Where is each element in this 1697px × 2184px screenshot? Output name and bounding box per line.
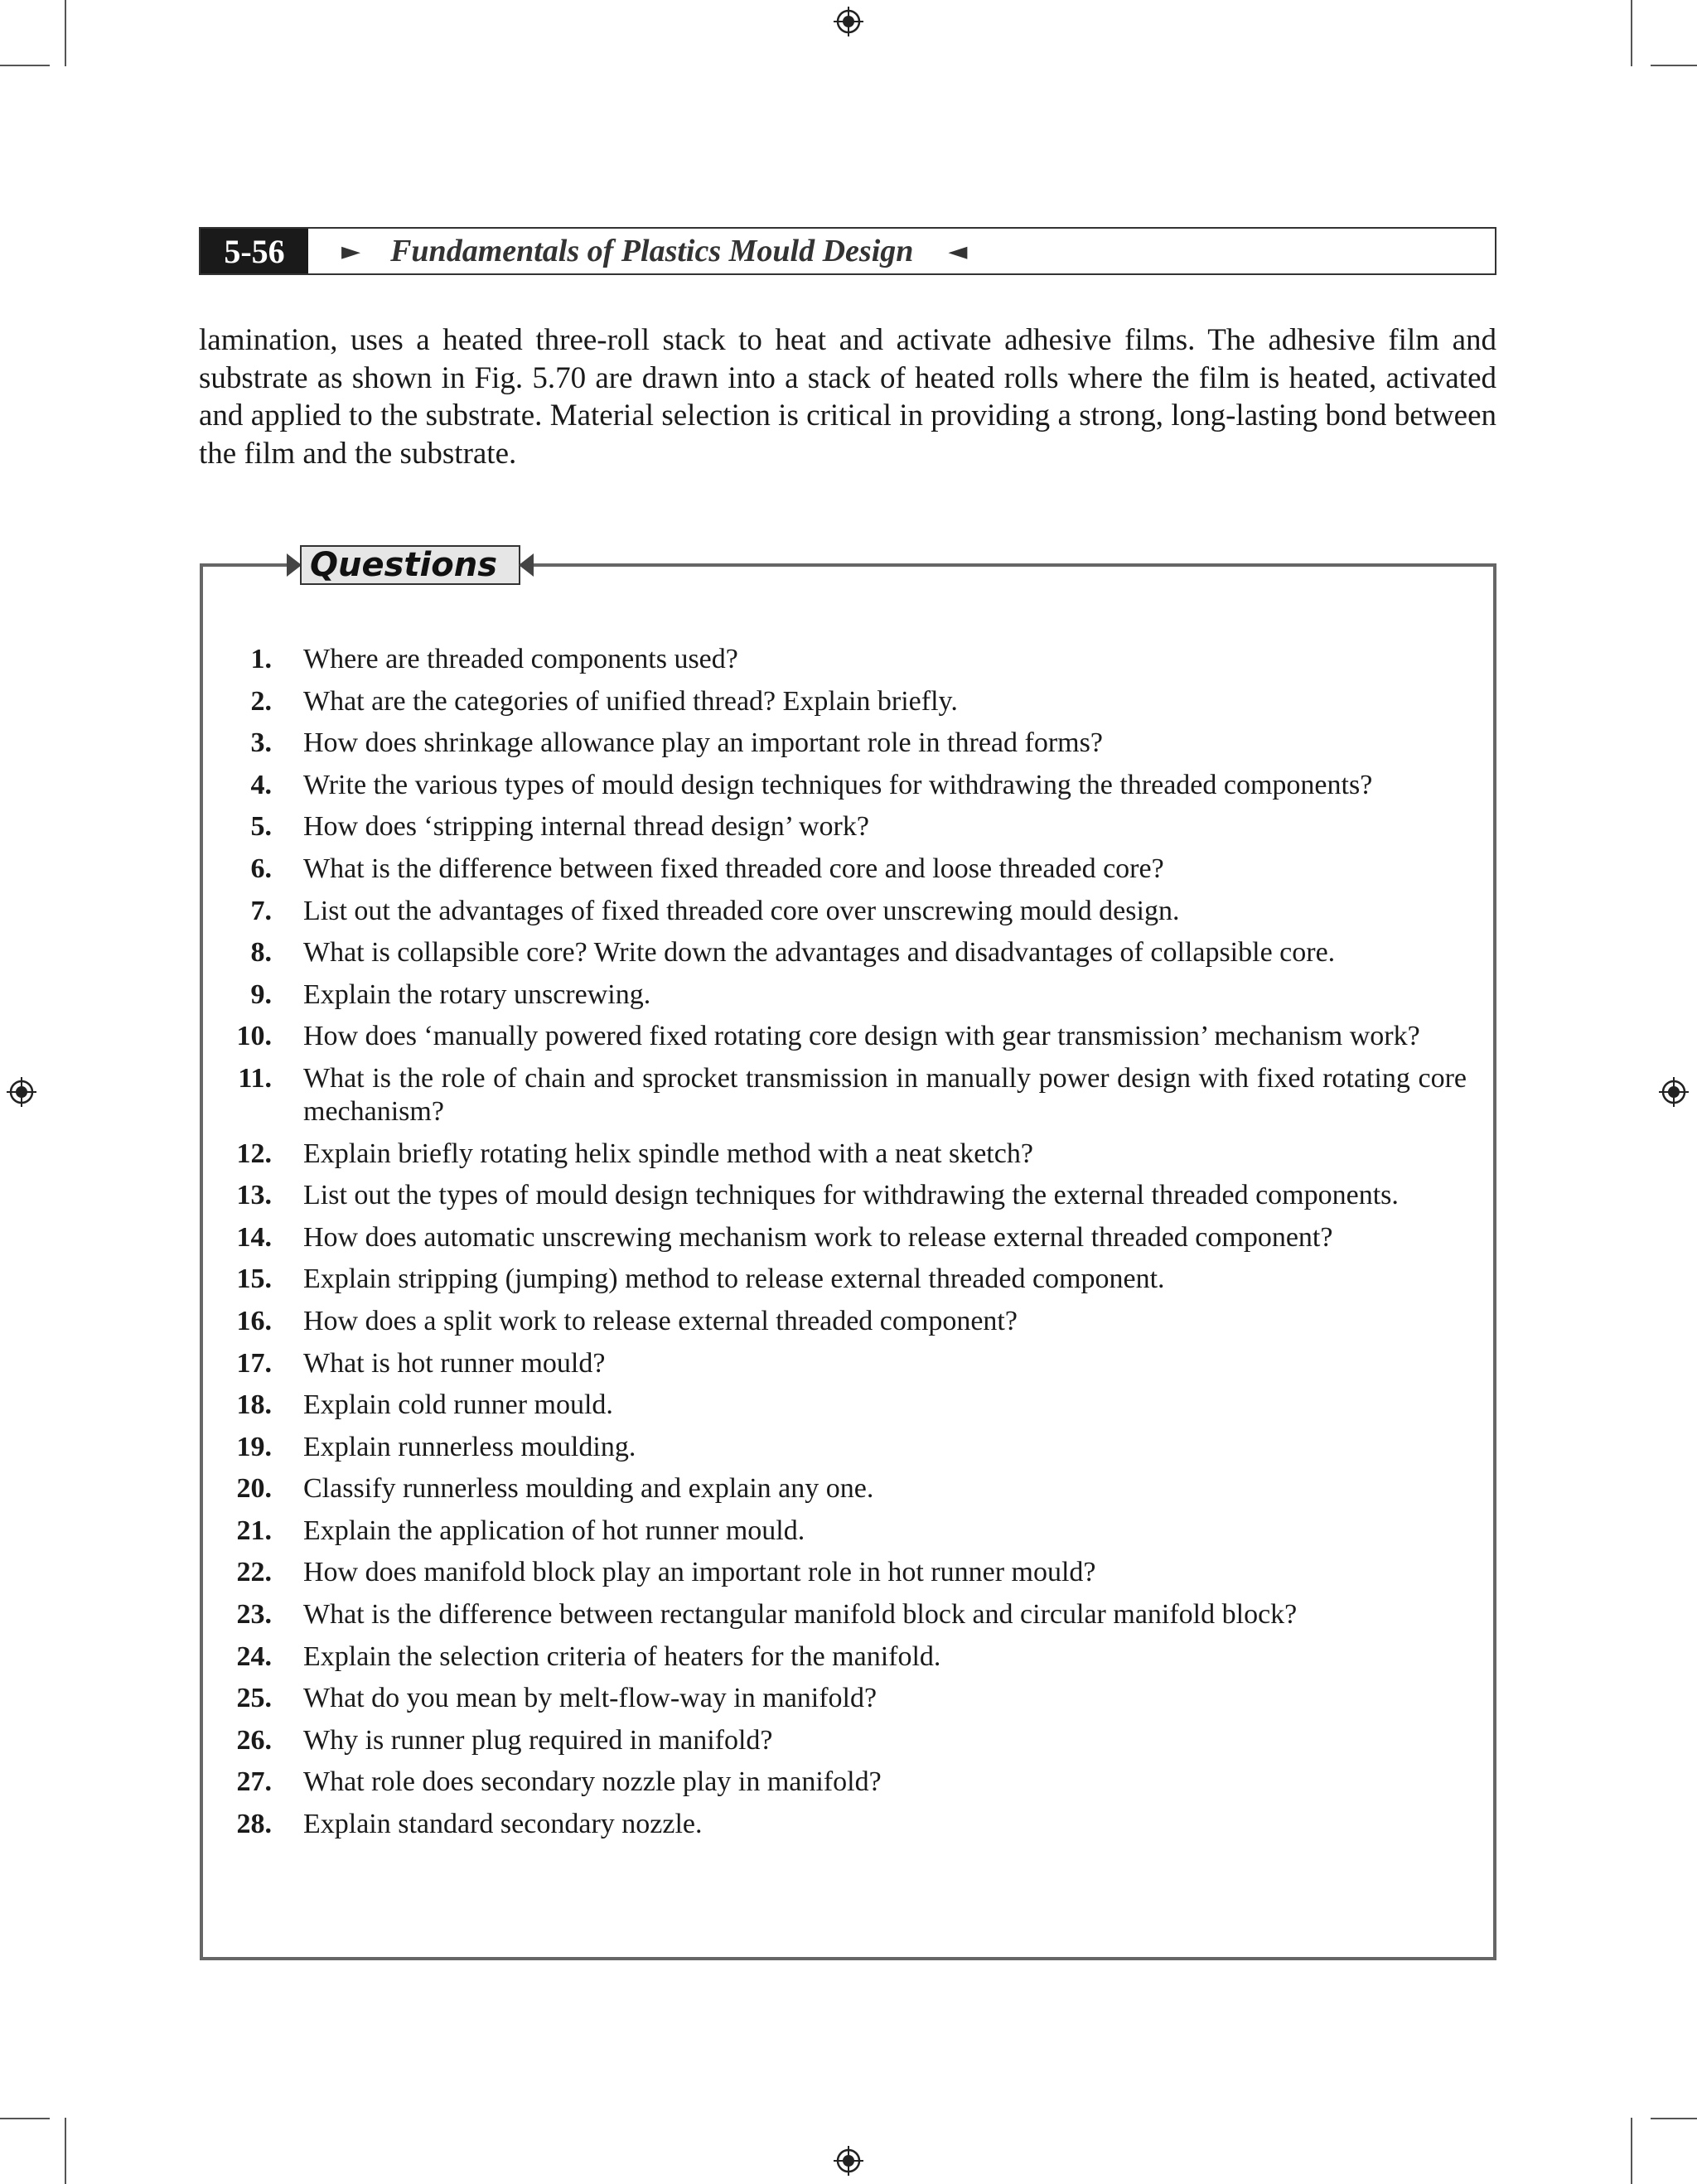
question-number: 3. (250, 727, 272, 759)
question-number: 8. (250, 937, 272, 969)
question-text: Explain briefly rotating helix spindle method with a neat sketch? (303, 1138, 1033, 1169)
question-text: Explain stripping (jumping) method to release external threaded component. (303, 1264, 1165, 1295)
question-item (229, 1179, 1467, 1212)
tag-arrow-right-icon (519, 553, 534, 577)
question-text: What role does secondary nozzle play in manifold? (303, 1766, 882, 1798)
question-text: What is hot runner mould? (303, 1347, 606, 1379)
question-number: 21. (236, 1515, 272, 1546)
question-text: How does a split work to release external threaded component? (303, 1305, 1018, 1336)
question-item (229, 1389, 1467, 1422)
question-item (229, 895, 1467, 928)
question-item (229, 769, 1467, 802)
question-item (229, 1305, 1467, 1338)
question-text: Explain standard secondary nozzle. (303, 1809, 703, 1840)
questions-heading-tag (287, 544, 534, 587)
question-number: 6. (250, 853, 272, 884)
question-text: Write the various types of mould design techniques for withdrawing the threaded components? (303, 769, 1373, 800)
registration-mark-bottom-icon (832, 2144, 865, 2177)
question-text: How does shrinkage allowance play an important role in thread forms? (303, 727, 1103, 759)
question-item (229, 1020, 1467, 1053)
crop-mark-bottom-right-h (1651, 2118, 1697, 2119)
question-number: 20. (236, 1473, 272, 1505)
question-item (229, 1221, 1467, 1254)
question-text: Explain runnerless moulding. (303, 1431, 636, 1462)
question-item (229, 1598, 1467, 1631)
question-number: 7. (250, 895, 272, 926)
question-number: 23. (236, 1599, 272, 1631)
crop-mark-top-left-h (0, 65, 50, 66)
question-number: 12. (236, 1138, 272, 1169)
page-number: 5-56 (201, 229, 308, 273)
question-text: What is collapsible core? Write down the advantages and disadvantages of collapsible core. (303, 937, 1336, 969)
question-number: 10. (236, 1021, 272, 1052)
crop-mark-bottom-right-v (1631, 2118, 1632, 2184)
crop-mark-bottom-left-v (65, 2118, 66, 2184)
question-number: 9. (250, 978, 272, 1010)
question-text: How does ‘manually powered fixed rotating core design with gear transmission’ mechanism work? (303, 1021, 1420, 1052)
question-item (229, 1515, 1467, 1548)
registration-mark-top-icon (832, 5, 865, 38)
question-number: 25. (236, 1683, 272, 1714)
question-text: Explain the application of hot runner mould. (303, 1515, 805, 1546)
question-text: List out the types of mould design techniques for withdrawing the external threaded components. (303, 1180, 1399, 1211)
question-text: Where are threaded components used? (303, 644, 738, 674)
question-number: 18. (236, 1389, 272, 1421)
question-number: 11. (238, 1062, 272, 1094)
crop-mark-top-right-h (1651, 65, 1697, 66)
question-number: 14. (236, 1221, 272, 1253)
question-number: 26. (236, 1724, 272, 1756)
arrow-left-icon: ◄ (948, 236, 968, 266)
question-text: How does manifold block play an important role in hot runner mould? (303, 1557, 1096, 1588)
question-item (229, 1347, 1467, 1380)
question-item (229, 936, 1467, 969)
question-text: What is the difference between rectangular manifold block and circular manifold block? (303, 1599, 1298, 1631)
question-text: Classify runnerless moulding and explain any one. (303, 1473, 874, 1505)
question-item (229, 810, 1467, 843)
question-item (229, 1263, 1467, 1296)
question-item (229, 643, 1467, 676)
crop-mark-top-right-v (1631, 0, 1632, 66)
intro-paragraph: lamination, uses a heated three-roll stack to heat and activate adhesive films. The adhesive film and substrate as shown in Fig. 5.70 are drawn into a stack of heated rolls where the film is heated, activated and applied to the substrate. Material selection is critical in providing a strong, long-lasting bond between the film and the substrate. (199, 323, 1496, 471)
arrow-right-icon: ► (341, 236, 361, 266)
question-number: 2. (250, 685, 272, 717)
question-text: List out the advantages of fixed threaded core over unscrewing mould design. (303, 895, 1180, 926)
question-number: 17. (236, 1347, 272, 1379)
question-number: 24. (236, 1640, 272, 1672)
question-text: How does automatic unscrewing mechanism work to release external threaded component? (303, 1221, 1333, 1253)
question-number: 13. (236, 1180, 272, 1211)
question-item (229, 1472, 1467, 1505)
question-item (229, 1724, 1467, 1757)
question-item (229, 1138, 1467, 1171)
registration-mark-left-icon (5, 1075, 38, 1109)
question-number: 27. (236, 1766, 272, 1798)
question-number: 22. (236, 1557, 272, 1588)
question-item (229, 685, 1467, 718)
question-number: 15. (236, 1264, 272, 1295)
question-text: Explain cold runner mould. (303, 1389, 613, 1421)
question-item (229, 978, 1467, 1012)
question-text: Explain the rotary unscrewing. (303, 978, 651, 1010)
question-text: Explain the selection criteria of heaters for the manifold. (303, 1640, 941, 1672)
questions-heading: Questions (300, 545, 520, 585)
question-item (229, 853, 1467, 886)
question-item (229, 1766, 1467, 1799)
running-header (199, 227, 1496, 275)
question-item (229, 1808, 1467, 1841)
question-item (229, 1062, 1467, 1128)
crop-mark-bottom-left-h (0, 2118, 50, 2119)
question-number: 1. (250, 644, 272, 674)
question-text: What is the role of chain and sprocket transmission in manually power design with fixed rotating core mechanism? (303, 1062, 1467, 1127)
question-item (229, 1640, 1467, 1674)
question-number: 4. (250, 769, 272, 800)
registration-mark-right-icon (1657, 1075, 1690, 1109)
question-item (229, 1556, 1467, 1589)
question-number: 19. (236, 1431, 272, 1462)
crop-mark-top-left-v (65, 0, 66, 66)
question-item (229, 1682, 1467, 1715)
question-text: What are the categories of unified thread? Explain briefly. (303, 685, 958, 717)
book-title: Fundamentals of Plastics Mould Design (390, 234, 914, 268)
question-text: What do you mean by melt-flow-way in manifold? (303, 1683, 878, 1714)
question-number: 5. (250, 811, 272, 843)
question-number: 28. (236, 1809, 272, 1840)
question-number: 16. (236, 1305, 272, 1336)
question-item (229, 1431, 1467, 1464)
question-text: How does ‘stripping internal thread design’ work? (303, 811, 869, 843)
question-text: Why is runner plug required in manifold? (303, 1724, 773, 1756)
question-item (229, 727, 1467, 760)
question-text: What is the difference between fixed threaded core and loose threaded core? (303, 853, 1164, 884)
questions-list (229, 643, 1467, 1850)
